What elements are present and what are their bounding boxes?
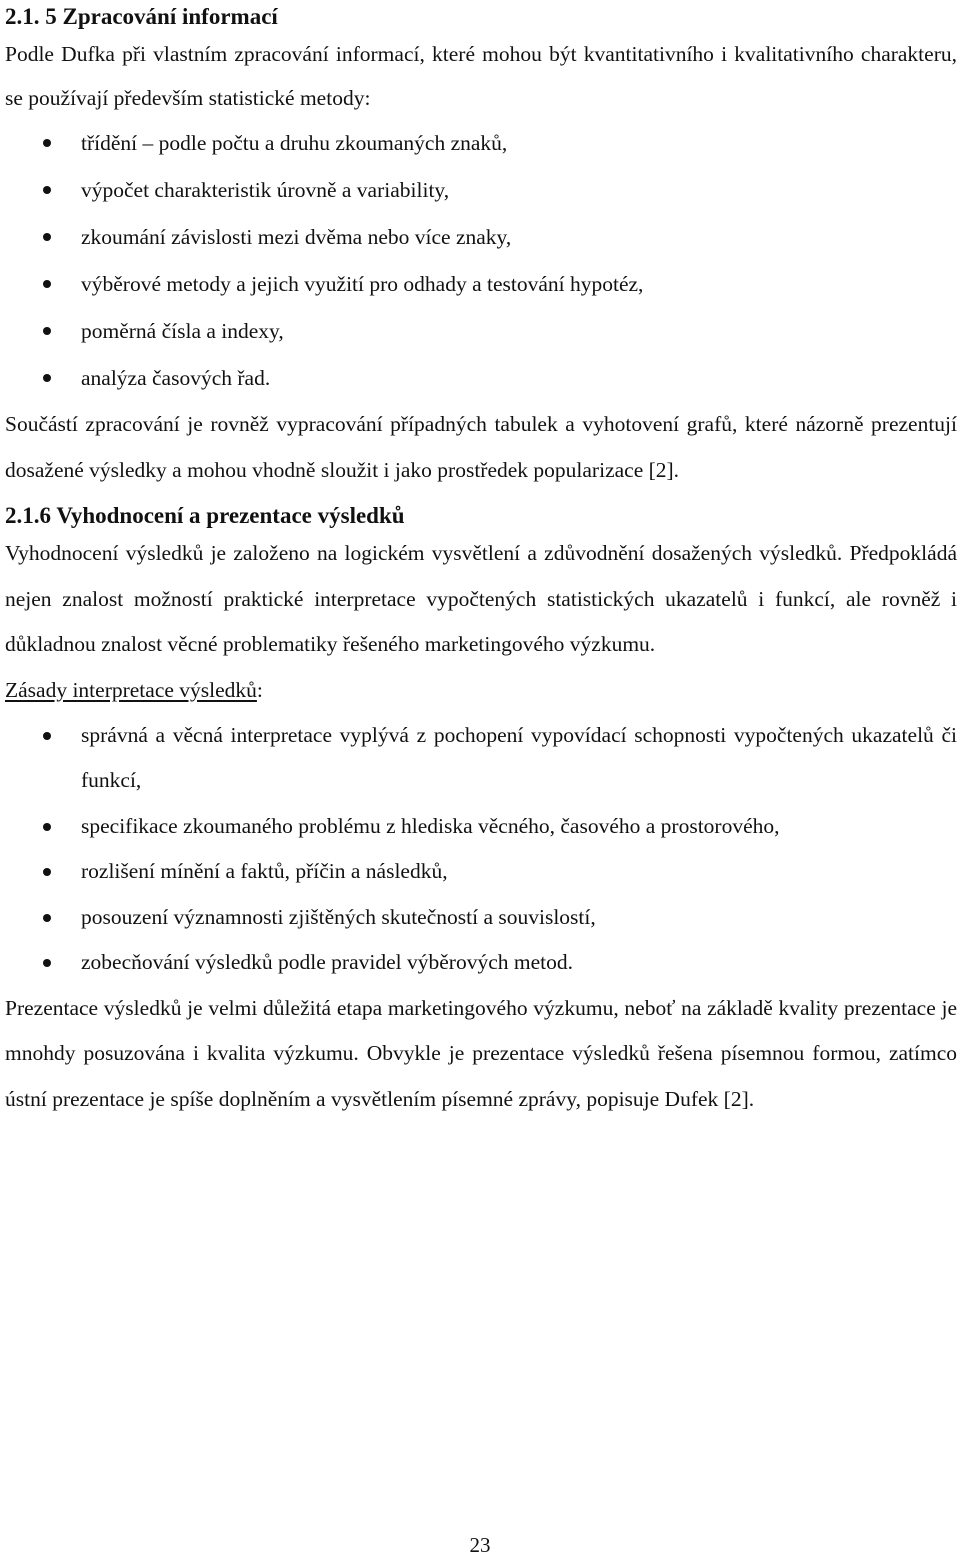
bullet-icon — [43, 139, 51, 147]
list-item: správná a věcná interpretace vyplývá z pochopení vypovídací schopnosti vypočtených ukazatelů či funkcí, — [5, 713, 957, 804]
section-closing-paragraph: Součástí zpracování je rovněž vypracování případných tabulek a vyhotovení grafů, které názorně prezentují dosažené výsledky a mohou vhodně sloužit i jako prostředek popularizace [2]. — [5, 412, 957, 482]
list-item: analýza časových řad. — [5, 355, 957, 402]
bullet-icon — [43, 868, 51, 876]
list-item: posouzení významnosti zjištěných skutečností a souvislostí, — [5, 895, 957, 941]
bullet-icon — [43, 732, 51, 740]
bullet-icon — [43, 823, 51, 831]
bullet-icon — [43, 186, 51, 194]
bullet-icon — [43, 280, 51, 288]
bullet-icon — [43, 327, 51, 335]
list-item: specifikace zkoumaného problému z hlediska věcného, časového a prostorového, — [5, 804, 957, 850]
list-item: poměrná čísla a indexy, — [5, 308, 957, 355]
list-item: rozlišení mínění a faktů, příčin a následků, — [5, 849, 957, 895]
section-closing-paragraph: Prezentace výsledků je velmi důležitá etapa marketingového výzkumu, neboť na základě kvality prezentace je mnohdy posuzována i kvalita výzkumu. Obvykle je prezentace výsledků řešena písemnou formou, zatímco ústní prezentace je spíše doplněním a vysvětlením písemné zprávy, popisuje Dufek [2]. — [5, 995, 957, 1111]
principles-title: Zásady interpretace výsledků: — [5, 677, 263, 702]
statistical-methods-list — [5, 120, 957, 402]
section-heading: 2.1.6 Vyhodnocení a prezentace výsledků — [5, 503, 405, 528]
section-intro-paragraph: Podle Dufka při vlastním zpracování informací, které mohou být kvantitativního i kvalitativního charakteru, se používají především statistické metody: — [5, 42, 957, 110]
interpretation-principles-list — [5, 713, 957, 986]
list-item: výpočet charakteristik úrovně a variability, — [5, 167, 957, 214]
document-page — [5, 0, 957, 1122]
section-heading: 2.1. 5 Zpracování informací — [5, 4, 278, 29]
bullet-icon — [43, 914, 51, 922]
bullet-icon — [43, 959, 51, 967]
section-intro-paragraph: Vyhodnocení výsledků je založeno na logickém vysvětlení a zdůvodnění dosažených výsledků. Předpokládá nejen znalost možností praktické interpretace vypočtených statistických ukazatelů i funkcí, ale rovněž i důkladnou znalost věcné problematiky řešeného marketingového výzkumu. — [5, 541, 957, 656]
list-item: výběrové metody a jejich využití pro odhady a testování hypotéz, — [5, 261, 957, 308]
list-item: zkoumání závislosti mezi dvěma nebo více znaky, — [5, 214, 957, 261]
list-item: zobecňování výsledků podle pravidel výběrových metod. — [5, 940, 957, 986]
list-item: třídění – podle počtu a druhu zkoumaných znaků, — [5, 120, 957, 167]
bullet-icon — [43, 374, 51, 382]
page-number: 23 — [469, 1533, 491, 1557]
bullet-icon — [43, 233, 51, 241]
principles-title-text: Zásady interpretace výsledků — [5, 677, 257, 702]
